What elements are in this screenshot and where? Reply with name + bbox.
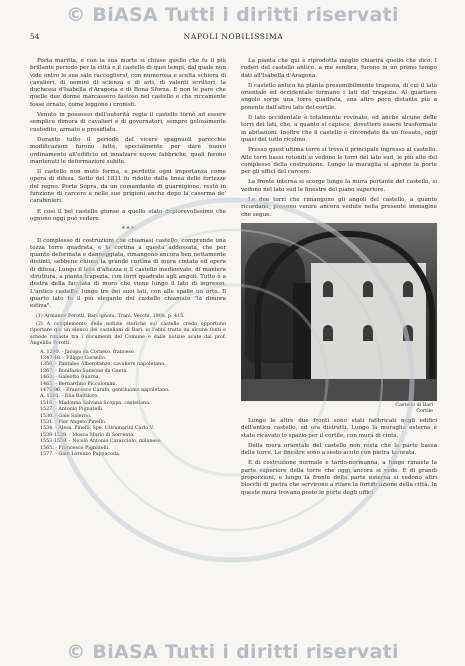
castellani-list: [40, 350, 226, 459]
list-item: A. 1290. - Jacopo da Corneto, francese.: [40, 349, 136, 355]
list-item: 1577. - Gian Lorenzo Pappacoda.: [40, 452, 121, 458]
paragraph: Il lato occidentale è totalmente rovinato, ed anche alcune delle torri dei lati, che, a quanto si capisce, dovettero essere trasformate in abitazioni. Inoltre che il castello è circondato da un fossato, oggi quasi del tutto ricolmo.: [241, 115, 437, 143]
paragraph: Venuto in possesso dell'autorità regia il castello tornò ad essere semplice dimora di cavalieri e di governatori, sempre gelosamente custodito, armato e presidiato.: [30, 112, 226, 133]
stone-arch: [255, 231, 435, 387]
paragraph: Lungo le altre due fronti sono stati fabbricati negli edifici dell'antico castello, ed ora distrutti. Lungo la muraglia esterna è stato ricavato lo spazio per il cortile, con mura di cinta.: [241, 417, 437, 439]
list-item: A. 1501. - Elia Battiloro.: [40, 394, 99, 400]
paragraph: Presso quest'ultima torre si trova il principale ingresso al castello. Alle torri bassi rotondi si vedono le torri del lato sud, le più alte del complesso della costruzione. Lungo la muraglia si aprono le porte per gli uffici del carcere.: [241, 147, 437, 176]
list-item: 1347-48. - Filippo Corsello.: [40, 355, 107, 361]
courtyard-ground: [241, 379, 437, 401]
paragraph: Il castello antico ha pianta presumibilmente trapezia, di cui il lato orientale ed occidentale formano i lati del trapezio. Al quartiere angolo sorge una torre quadrata, una altro poco distante più a ponente dall'altro lato del cortile.: [241, 82, 437, 111]
journal-page: [26, 28, 441, 633]
list-item: 1531. - Pier Angelo Pinello.: [40, 420, 107, 425]
castle-courtyard-photo: [241, 223, 437, 401]
list-item: 1463. - Galeotto Guarna.: [40, 375, 101, 381]
paragraph: La fronte interna si scorge lungo la mura portante del castello, si vedono nel lato sud le finestre del piano superiore.: [241, 179, 437, 193]
paragraph: Durante tutto il periodo del viceré spagnuoli parecchie modificazioni furono fatte, specialmente per dare nuovo ordinamento all'edificio ed innalzare nuove fabbriche, quali furono mantenuti le deformazioni subite.: [30, 136, 226, 165]
paragraph: Porta maritta, e con la sua morte si chiuse quello che fu il più brillante periodo per la città e il castello di quei tempi, dal quale non vide entro le sue sale raccogliersi, con numerosa e scelta schiera di cavalieri, di uomini di scienza e di arti, di valenti scrittori, la duchessa d'Isabella d'Aragona e di Bona Sforza. E non le pare che quelle due donne marcassero fastoso nel castello e che riccamente fosse ornato, come leggono i cronisti.: [30, 58, 226, 108]
page-number: 54: [30, 32, 40, 41]
list-item: 1465. - Bernardino Piccolomini.: [40, 381, 118, 387]
list-item: 1527. - Antonio Pignatelli.: [40, 407, 104, 413]
footnote: (1) Armando Perotti, Bari ignota. Trani, Vecchi, 1908, p. 415.: [36, 313, 185, 319]
list-item: 1530. - Gaio Salerno.: [40, 413, 92, 419]
paragraph: Il complesso di costruzioni che chiamasi castello, comprende una tozza torre quadrata, e la cortina a questa addossata, che per quanto deformata e danneggiata, rimangono ancora ben nettamente distinti, sebbene chiusa la grande cortina di mura cintata ed opera di difesa. Lungo il lato d'altezza e il castello medioevale, di maniera struttura, a pianta trapezia, con torri quadrate agli angoli. Tutto è a destra della facciata di mura che viene lungo il lato di ingresso. L'antico castello, lungo tre dei suoi lati, con alle spalle un orto. Il quarto lato fu il più elegante del castello chiamato "la dimora estiva".: [30, 237, 226, 310]
figure-caption: Castello di Bari Cortile: [395, 402, 433, 414]
list-item: 1519. - Madonna Salvana Scoppa, castellana.: [40, 400, 151, 406]
list-item: 1553-1559. - Nicolò Antonio Caracciolo, milanese.: [40, 439, 163, 445]
paragraph: Le due torri che rimangono gli angoli del castello, a quanto ricordano, possono venire ancora vedute nella presente immagine che segue.: [241, 197, 437, 218]
list-item: 1475-96. - Francesco Carafa, gentiluomo napoletano.: [40, 387, 170, 393]
paragraph: Il castello non mutò forma, e perdette ogni importanza come opera di difesa. Sotto del 1831 fu ridotto dalla linea delle fortezze del regno. Porta Sopra, da un comandante di guarnigione, restò in funzione di carcere e nelle sue prigioni anche dopo la caserma de' carabinieri.: [30, 169, 226, 205]
list-item: 1350. - Pantaleo Alberotanzo, cavaliere napoletano.: [40, 362, 166, 368]
list-item: 1534. - Aless. Pinelli, Spe. Ultramarini Carlo V.: [40, 426, 154, 432]
section-separator: * * *: [121, 226, 135, 234]
paragraph: E così il bel castello giunse a quello stato deplorevolissimo che ognuno oggi può vedere.: [30, 208, 226, 222]
watermark-bottom: © BiASA Tutti i diritti riservati: [66, 641, 399, 663]
right-column: [241, 58, 437, 500]
paragraph: Della mura orientale del castello non resta che la parte bassa della torre. Le finestre sono a sesto acuto con pietra lavorata.: [241, 442, 437, 457]
list-item: 1538-1539. - Mosca Mario di Sorrento.: [40, 432, 135, 438]
footnote: (2) A complemento delle notizie storiche sul castello credo opportuno riportare qui un elenco dei castellani di Bari: io l'ebbi tratto da alcune fonti e schede rimaste tra i documenti del Comune e dalle notizie avute dal prof. Angelillo Perotti.: [30, 321, 226, 347]
list-item: 1367. - Bonifazio Sansone da Gaeta.: [40, 368, 128, 374]
running-header: [26, 32, 441, 44]
footnotes: [30, 314, 226, 459]
list-item: 1565. - Francesco Pignatelli.: [40, 445, 110, 451]
paragraph: E di costruzione normale e tardo-normanna, a lungo rimasta la parte superiore della torre che oggi ancora si vede. È di grandi proporzioni, e lungo la fronte della parte esterna si vedono altri blocchi di pietra che servirono a rifare la fortificazione della città. In queste mura trovano posto le porte degli uffici.: [241, 460, 437, 496]
left-column: [30, 58, 226, 458]
paragraph: La pianta che qui è riprodotta meglio chiarirà quello che dico. I ruderi del castello antico, a me sembra, furono in un primo tempo dati all'Isabella d'Aragona.: [241, 58, 437, 79]
journal-title: NAPOLI NOBILISSIMA: [183, 32, 284, 41]
watermark-top: © BiASA Tutti i diritti riservati: [66, 4, 399, 26]
